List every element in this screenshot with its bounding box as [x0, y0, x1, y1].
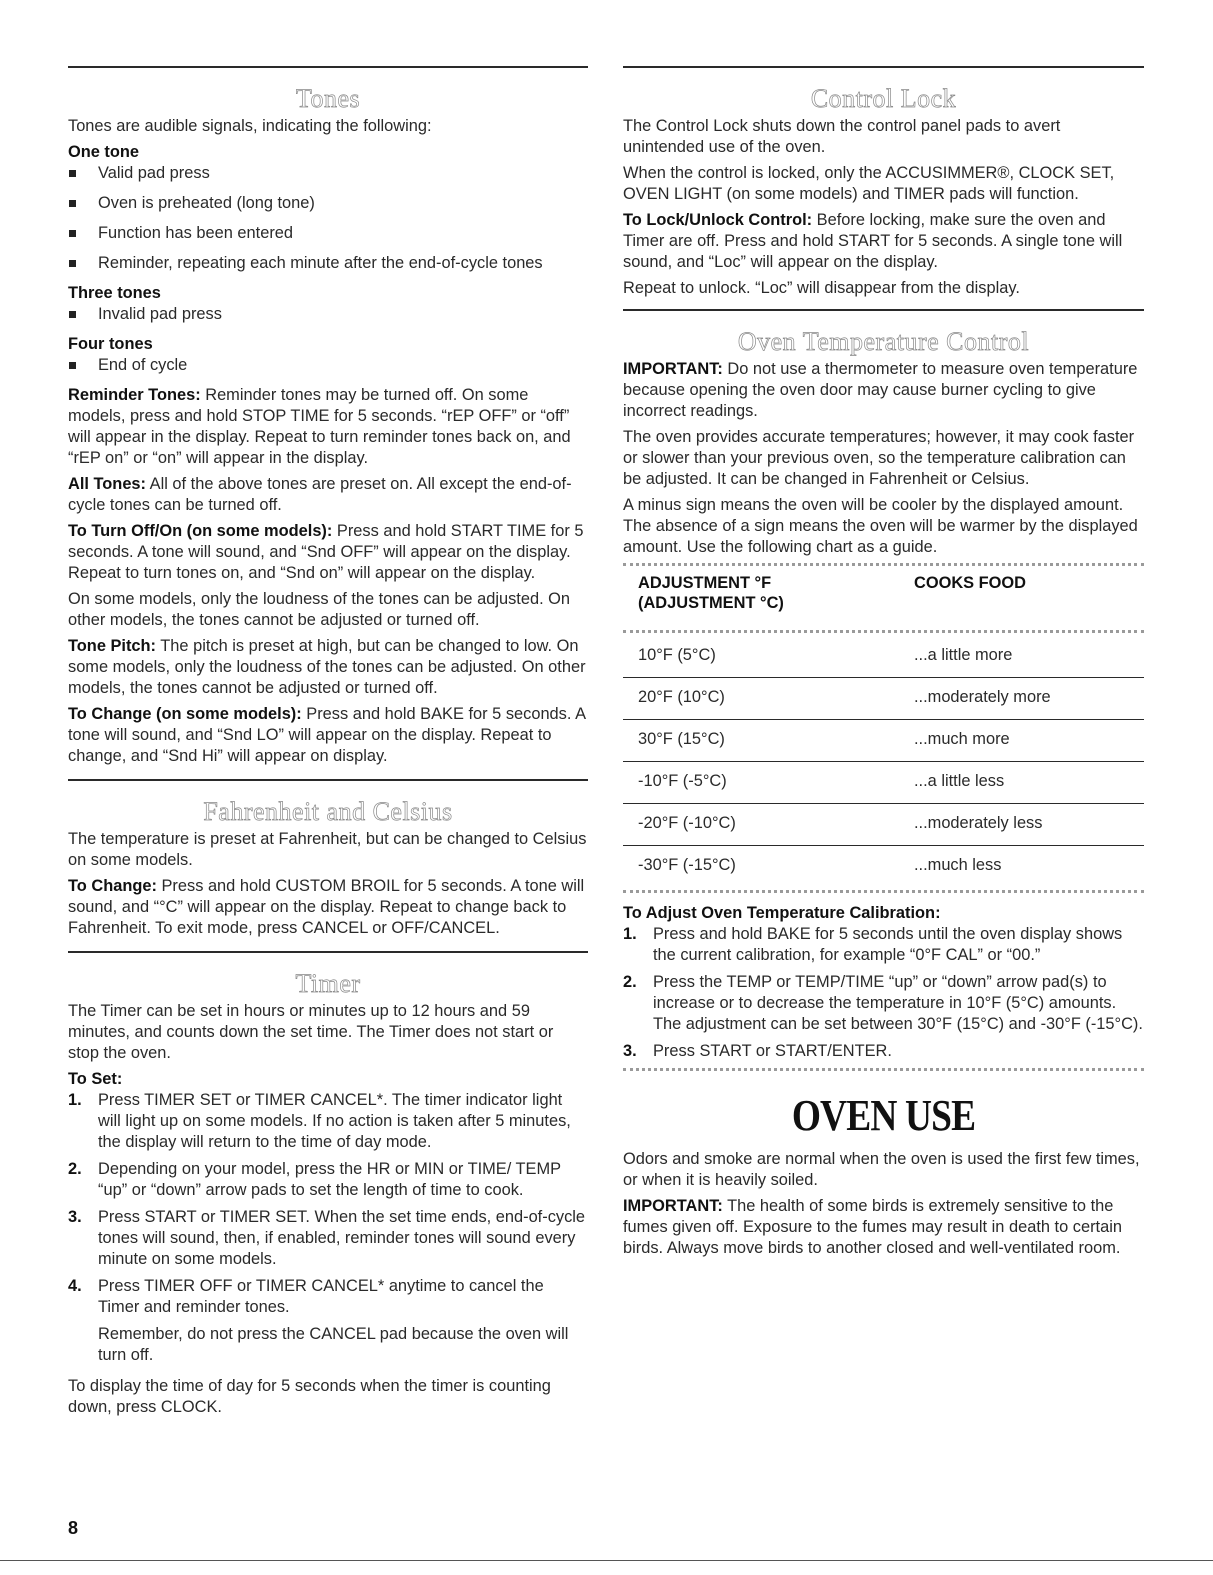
to-change-paragraph — [68, 704, 588, 767]
page-bottom-rule — [0, 1560, 1213, 1561]
loudness-paragraph: On some models, only the loudness of the tones can be adjusted. On other models, the tones cannot be adjusted or turned off. — [68, 590, 571, 629]
adjustment-table-body — [623, 636, 1144, 887]
adjustment-cell: 20°F (10°C) — [623, 678, 914, 720]
three-tones-heading: Three tones — [68, 284, 161, 302]
section-divider — [623, 309, 1144, 311]
to-change-label: To Change (on some models): — [68, 705, 302, 723]
odors-paragraph: Odors and smoke are normal when the oven is used the first few times, or when it is heavily soiled. — [623, 1150, 1140, 1189]
table-header-row — [623, 569, 1144, 627]
table-row — [623, 678, 1144, 720]
step-number: 4. — [68, 1277, 82, 1295]
step-text: Press TIMER SET or TIMER CANCEL*. The timer indicator light will light up on some models. If no action is taken after 5 minutes, the display will return to the time of day mode. — [98, 1091, 571, 1151]
step-number: 3. — [68, 1208, 82, 1226]
step-text: Press the TEMP or TEMP/TIME “up” or “down” arrow pad(s) to increase or to decrease the temperature in 10°F (5°C) amounts. The adjustment can be set between 30°F (15°C) and -30°F (-15°C). — [653, 973, 1143, 1033]
section-divider — [68, 66, 588, 68]
step-item — [68, 1090, 588, 1153]
all-tones-text: All of the above tones are preset on. All except the end-of-cycle tones can be turned off. — [68, 475, 572, 514]
table-bottom-border — [623, 890, 1144, 893]
reminder-tones-text: Reminder tones may be turned off. On some models, press and hold STOP TIME for 5 seconds. “rEP OFF” or “off” will appear in the display. Repeat to turn reminder tones back on, and “rEP on” or “on” will appear in the display. — [68, 386, 571, 467]
adjustment-column-header — [623, 569, 914, 627]
tones-title: Tones — [295, 84, 361, 113]
birds-important-paragraph — [623, 1196, 1144, 1259]
table-row — [623, 804, 1144, 846]
page-number: 8 — [68, 1518, 79, 1538]
cooks-food-cell: ...much more — [914, 720, 1144, 762]
adjustment-cell: 30°F (15°C) — [623, 720, 914, 762]
lock-unlock-paragraph — [623, 210, 1144, 273]
table-row — [623, 846, 1144, 888]
section-dotted-divider — [623, 1068, 1144, 1071]
cooks-food-cell: ...a little more — [914, 636, 1144, 678]
step-text: Press START or START/ENTER. — [653, 1042, 892, 1060]
reminder-tones-paragraph — [68, 385, 588, 469]
important-text: Do not use a thermometer to measure oven temperature because opening the oven door may cause burner cycling to give incorrect readings. — [623, 360, 1138, 420]
cooks-food-column-header: COOKS FOOD — [914, 574, 1027, 592]
oven-temperature-title: Oven Temperature Control — [737, 327, 1030, 356]
tone-pitch-label: Tone Pitch: — [68, 637, 157, 655]
table-header-divider — [623, 630, 1144, 633]
control-lock-intro: The Control Lock shuts down the control panel pads to avert unintended use of the oven. — [623, 117, 1061, 156]
turn-off-on-text: Press and hold START TIME for 5 seconds. A tone will sound, and “Snd OFF” will appear on the display. Repeat to turn tones on, and “Snd on” will appear on the display. — [68, 522, 584, 582]
important-paragraph — [623, 359, 1144, 422]
adjustment-f-header: ADJUSTMENT °F — [638, 574, 772, 592]
one-tone-list — [68, 163, 588, 274]
all-tones-label: All Tones: — [68, 475, 147, 493]
list-item: Invalid pad press — [68, 304, 588, 325]
step-item — [68, 1276, 588, 1318]
turn-off-on-paragraph — [68, 521, 588, 584]
timer-intro: The Timer can be set in hours or minutes up to 12 hours and 59 minutes, and counts down the set time. The Timer does not start or stop the oven. — [68, 1002, 554, 1062]
accurate-paragraph: The oven provides accurate temperatures; however, it may cook faster or slower than your previous oven, so the temperature calibration can be adjusted. It can be changed in Fahrenheit or Celsius. — [623, 428, 1135, 488]
timer-title: Timer — [295, 969, 361, 998]
calibration-steps — [623, 924, 1144, 1062]
adjustment-cell: -10°F (-5°C) — [623, 762, 914, 804]
adjustment-table — [623, 569, 1144, 627]
section-divider — [68, 951, 588, 953]
step-number: 1. — [623, 925, 637, 943]
cooks-food-cell: ...moderately less — [914, 804, 1144, 846]
step-text: Press START or TIMER SET. When the set time ends, end-of-cycle tones will sound, then, if enabled, reminder tones will sound every minute on some models. — [98, 1208, 586, 1268]
important-label: IMPORTANT: — [623, 1197, 723, 1215]
section-divider — [68, 779, 588, 781]
minus-sign-paragraph: A minus sign means the oven will be cooler by the displayed amount. The absence of a sign means the oven will be warmer by the displayed amount. Use the following chart as a guide. — [623, 496, 1138, 556]
lock-unlock-label: To Lock/Unlock Control: — [623, 211, 813, 229]
to-change-text: Press and hold BAKE for 5 seconds. A tone will sound, and “Snd LO” will appear on the display. Repeat to change, and “Snd Hi” will appear on display. — [68, 705, 586, 765]
step-item — [68, 1207, 588, 1270]
step-number: 1. — [68, 1091, 82, 1109]
step-number: 3. — [623, 1042, 637, 1060]
control-locked-paragraph: When the control is locked, only the ACCUSIMMER®, CLOCK SET, OVEN LIGHT (on some models) and TIMER pads will function. — [623, 164, 1115, 203]
three-tones-list — [68, 304, 588, 325]
cooks-food-cell: ...moderately more — [914, 678, 1144, 720]
important-text: The health of some birds is extremely sensitive to the fumes given off. Exposure to the fumes may result in death to certain birds. Always move birds to another closed and well-ventilated room. — [623, 1197, 1122, 1257]
adjust-calibration-heading: To Adjust Oven Temperature Calibration: — [623, 904, 941, 922]
step-number: 2. — [623, 973, 637, 991]
list-item: End of cycle — [68, 355, 588, 376]
fahrenheit-change-label: To Change: — [68, 877, 157, 895]
list-item: Oven is preheated (long tone) — [68, 193, 588, 214]
one-tone-heading: One tone — [68, 143, 140, 161]
four-tones-list — [68, 355, 588, 376]
repeat-unlock-paragraph: Repeat to unlock. “Loc” will disappear from the display. — [623, 279, 1020, 297]
tone-pitch-paragraph — [68, 636, 588, 699]
turn-off-on-label: To Turn Off/On (on some models): — [68, 522, 333, 540]
step-text: Press and hold BAKE for 5 seconds until the oven display shows the current calibration, for example “0°F CAL” or “00.” — [653, 925, 1123, 964]
control-lock-title: Control Lock — [810, 84, 957, 113]
tones-intro: Tones are audible signals, indicating the following: — [68, 117, 432, 135]
step-text: Depending on your model, press the HR or MIN or TIME/ TEMP “up” or “down” arrow pads to set the length of time to cook. — [98, 1160, 561, 1199]
tone-pitch-text: The pitch is preset at high, but can be changed to low. On some models, only the loudness of the tones can be adjusted. On other models, the tones cannot be adjusted or turned off. — [68, 637, 586, 697]
lock-unlock-text: Before locking, make sure the oven and Timer are off. Press and hold START for 5 seconds. A single tone will sound, and “Loc” will appear on the display. — [623, 211, 1123, 271]
all-tones-paragraph — [68, 474, 588, 516]
display-time-note: To display the time of day for 5 seconds when the timer is counting down, press CLOCK. — [68, 1377, 551, 1416]
section-divider — [623, 66, 1144, 68]
fahrenheit-change-paragraph — [68, 876, 588, 939]
table-top-border — [623, 563, 1144, 566]
step-number: 2. — [68, 1160, 82, 1178]
list-item: Valid pad press — [68, 163, 588, 184]
fahrenheit-change-text: Press and hold CUSTOM BROIL for 5 seconds. A tone will sound, and “°C” will appear on the display. Repeat to change back to Fahrenheit. To exit mode, press CANCEL or OFF/CANCEL. — [68, 877, 585, 937]
oven-use-title: OVEN USE — [791, 1091, 976, 1140]
adjustment-cell: -20°F (-10°C) — [623, 804, 914, 846]
four-tones-heading: Four tones — [68, 335, 153, 353]
list-item: Reminder, repeating each minute after the end-of-cycle tones — [68, 253, 588, 274]
cooks-food-cell: ...much less — [914, 856, 1002, 874]
reminder-tones-label: Reminder Tones: — [68, 386, 201, 404]
adjustment-c-header: (ADJUSTMENT °C) — [638, 594, 784, 612]
fahrenheit-intro: The temperature is preset at Fahrenheit, but can be changed to Celsius on some models. — [68, 830, 587, 869]
table-row — [623, 720, 1144, 762]
step-item — [623, 972, 1144, 1035]
table-row — [623, 762, 1144, 804]
right-column — [623, 66, 1144, 1264]
timer-steps — [68, 1090, 588, 1318]
step-item — [623, 1041, 1144, 1062]
step-item — [623, 924, 1144, 966]
fahrenheit-celsius-title: Fahrenheit and Celsius — [203, 797, 453, 826]
to-set-heading: To Set: — [68, 1070, 123, 1088]
left-column — [68, 66, 588, 1423]
list-item: Function has been entered — [68, 223, 588, 244]
step-text: Press TIMER OFF or TIMER CANCEL* anytime to cancel the Timer and reminder tones. — [98, 1277, 544, 1316]
important-label: IMPORTANT: — [623, 360, 723, 378]
adjustment-cell: -30°F (-15°C) — [638, 856, 736, 874]
adjustment-cell: 10°F (5°C) — [623, 636, 914, 678]
step-item — [68, 1159, 588, 1201]
cooks-food-cell: ...a little less — [914, 762, 1144, 804]
table-row — [623, 636, 1144, 678]
remember-note: Remember, do not press the CANCEL pad because the oven will turn off. — [98, 1325, 569, 1364]
